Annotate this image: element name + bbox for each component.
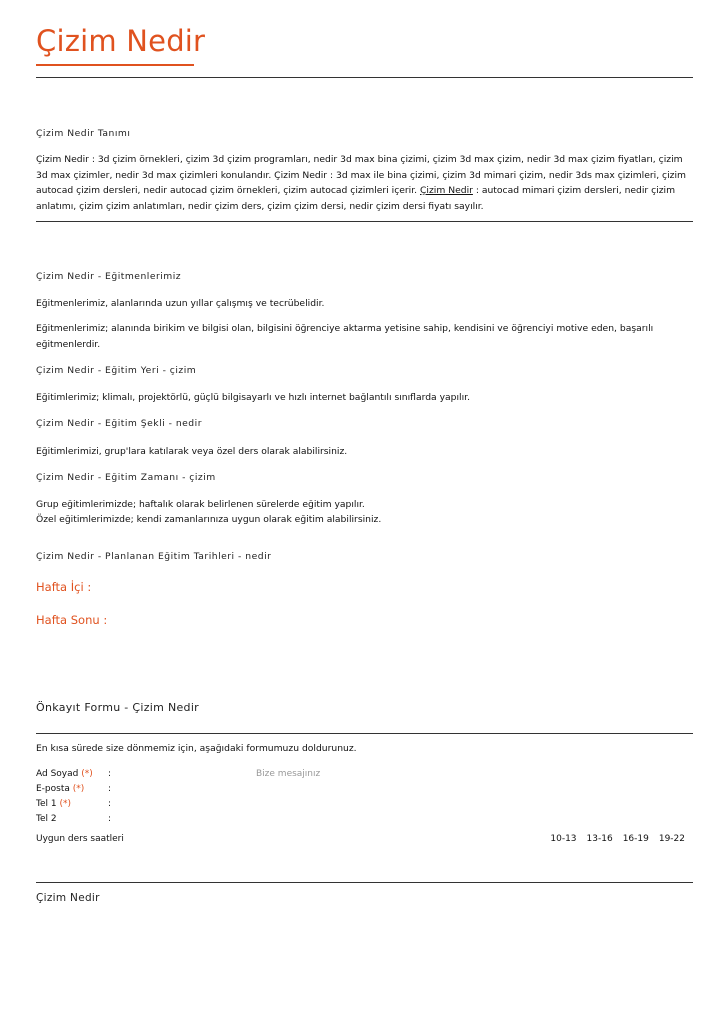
email-label: E-posta <box>36 784 70 794</box>
required-mark: (*) <box>59 799 71 809</box>
colon: : <box>108 814 112 824</box>
form-row-name[interactable] <box>36 769 236 779</box>
colon: : <box>108 799 112 809</box>
section-heading-time: Çizim Nedir - Eğitim Zamanı - çizim <box>36 472 216 483</box>
hour-option[interactable]: 16-19 <box>622 834 649 844</box>
definition-text-start: Çizim Nedir : 3d çizim örnekleri, çizim 3d çizim programları, nedir 3d max bina çizimi, çizim 3d max çizim, nedir 3d max çizim fiyatları, çizim 3d max çizimler, nedir 3d max çizimleri konulandır. Çizim Nedir : 3d max ile bina çizimi, çizim 3d mimari çizim, nedir 3ds max çizimleri, çizim autocad çizim dersleri, nedir autocad çizim örnekleri, çizim autocad çizimleri içerir. <box>36 154 686 196</box>
divider <box>36 882 693 883</box>
instructors-text-2: Eğitmenlerimiz; alanında birikim ve bilgisi olan, bilgisini öğrenciye aktarma yetisine sahip, kendisini ve öğrenciyi motive eden, başarılı eğitmenlerdir. <box>36 323 654 350</box>
divider <box>36 733 693 734</box>
phone1-label: Tel 1 <box>36 799 57 809</box>
form-row-email[interactable] <box>36 784 236 794</box>
definition-link[interactable]: Çizim Nedir <box>420 185 473 196</box>
instructors-text-1: Eğitmenlerimiz, alanlarında uzun yıllar çalışmış ve tecrübelidir. <box>36 298 325 309</box>
footer-text: Çizim Nedir <box>36 892 100 904</box>
form-intro: En kısa sürede size dönmemiz için, aşağıdaki formumuzu doldurunuz. <box>36 743 357 754</box>
section-heading-location: Çizim Nedir - Eğitim Yeri - çizim <box>36 365 197 376</box>
location-text: Eğitimlerimiz; klimalı, projektörlü, güçlü bilgisayarlı ve hızlı internet bağlantılı sınıflarda yapılır. <box>36 392 470 403</box>
definition-text-end: : autocad mimari çizim dersleri, nedir çizim anlatımı, çizim çizim anlatımları, nedir çizim ders, çizim çizim dersi, nedir çizim dersi fiyatı sayılır. <box>36 185 676 212</box>
phone2-label: Tel 2 <box>36 814 57 824</box>
form-row-phone2[interactable] <box>36 814 236 824</box>
time-text-group: Grup eğitimlerimizde; haftalık olarak belirlenen sürelerde eğitim yapılır. <box>36 499 365 510</box>
form-row-phone1[interactable] <box>36 799 236 809</box>
definition-paragraph <box>36 152 690 214</box>
time-text-private: Özel eğitimlerimizde; kendi zamanlarınıza uygun olarak eğitim alabilirsiniz. <box>36 514 382 525</box>
required-mark: (*) <box>72 784 85 794</box>
weekend-label: Hafta Sonu : <box>36 613 108 627</box>
colon: : <box>108 784 112 794</box>
divider <box>36 77 693 78</box>
hour-option[interactable]: 19-22 <box>658 834 685 844</box>
divider <box>36 221 693 222</box>
name-label: Ad Soyad <box>36 769 79 779</box>
form-heading: Önkayıt Formu - Çizim Nedir <box>36 701 200 714</box>
required-mark: (*) <box>81 769 93 779</box>
section-heading-definition: Çizim Nedir Tanımı <box>36 128 131 139</box>
colon: : <box>108 769 112 779</box>
section-heading-dates: Çizim Nedir - Planlanan Eğitim Tarihleri - nedir <box>36 551 272 562</box>
hour-option[interactable]: 13-16 <box>586 834 613 844</box>
hours-options <box>550 834 685 844</box>
title-underline <box>36 64 194 66</box>
weekday-label: Hafta İçi : <box>36 580 92 594</box>
hours-label: Uygun ders saatleri <box>36 834 124 844</box>
format-text: Eğitimlerimizi, grup'lara katılarak veya özel ders olarak alabilirsiniz. <box>36 446 348 457</box>
message-textarea[interactable]: Bize mesajınız <box>256 769 321 779</box>
hour-option[interactable]: 10-13 <box>550 834 577 844</box>
section-heading-instructors: Çizim Nedir - Eğitmenlerimiz <box>36 271 182 282</box>
section-heading-format: Çizim Nedir - Eğitim Şekli - nedir <box>36 418 202 429</box>
page-title: Çizim Nedir <box>36 24 206 58</box>
